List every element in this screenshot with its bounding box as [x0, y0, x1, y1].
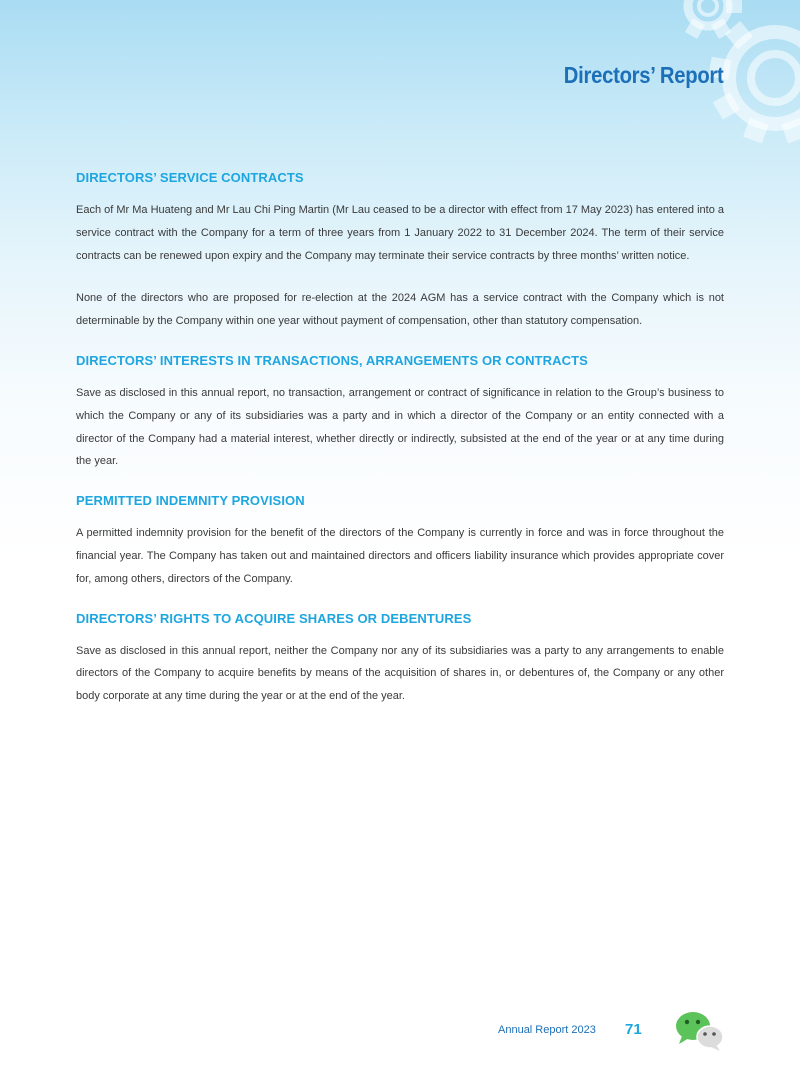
section-heading: DIRECTORS’ SERVICE CONTRACTS [76, 170, 304, 185]
section-interests-in-transactions [76, 353, 724, 473]
chat-bubbles-icon [674, 1010, 726, 1052]
paragraph: Save as disclosed in this annual report, no transaction, arrangement or contract of significance in relation to the Group’s business to which the Company or any of its subsidiaries was a party and in which a director of the Company or an entity connected with a director of the Company had a material interest, whether directly or indirectly, subsisted at the end of the year or at any time during the year. [76, 386, 724, 468]
paragraph: None of the directors who are proposed for re-election at the 2024 AGM has a service contract with the Company which is not determinable by the Company within one year without payment of compensation, other than statutory compensation. [76, 292, 724, 328]
footer-report-label: Annual Report 2023 [498, 1024, 596, 1036]
report-content [76, 170, 724, 728]
section-rights-to-acquire-shares [76, 611, 724, 708]
section-heading: DIRECTORS’ RIGHTS TO ACQUIRE SHARES OR DEBENTURES [76, 610, 472, 626]
section-heading: PERMITTED INDEMNITY PROVISION [76, 493, 305, 509]
page-title: Directors’ Report [564, 62, 724, 88]
paragraph: Save as disclosed in this annual report, neither the Company nor any of its subsidiaries was a party to any arrangements to enable directors of the Company to acquire benefits by means of the acquisition of shares in, or debentures of, the Company or any other body corporate at any time during the year or at the end of the year. [76, 644, 724, 703]
section-indemnity-provision [76, 493, 724, 590]
section-service-contracts [76, 170, 724, 333]
paragraph: A permitted indemnity provision for the benefit of the directors of the Company is currently in force and was in force throughout the financial year. The Company has taken out and maintained directors and officers liability insurance which provides appropriate cover for, among others, directors of the Company. [76, 527, 724, 585]
section-heading: DIRECTORS’ INTERESTS IN TRANSACTIONS, ARRANGEMENTS OR CONTRACTS [76, 352, 588, 368]
paragraph: Each of Mr Ma Huateng and Mr Lau Chi Ping Martin (Mr Lau ceased to be a director with effect from 17 May 2023) has entered into a service contract with the Company for a term of three years from 1 January 2022 to 31 December 2024. The term of their service contracts can be renewed upon expiry and the Company may terminate their service contracts by three months’ written notice. [76, 204, 724, 262]
page-number: 71 [625, 1021, 642, 1038]
